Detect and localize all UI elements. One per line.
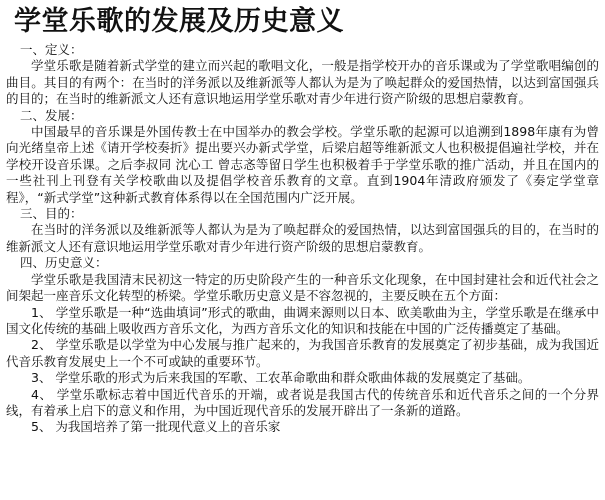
- section-historical-significance: [6, 255, 599, 435]
- list-item: 2、 学堂乐歌是以学堂为中心发展与推广起来的，为我国音乐教育的发展奠定了初步基础，成为我国近代音乐教育发展史上一个不可或缺的重要环节。: [6, 337, 599, 369]
- section-heading: 一、定义：: [20, 42, 83, 57]
- list-item: 1、 学堂乐歌是一种“选曲填词”形式的歌曲，曲调来源则以日本、欧美歌曲为主，学堂乐歌是在继承中国文化传统的基础上吸收西方音乐文化，为西方音乐文化的知识和技能在中国的广泛传播奠定了基础。: [6, 304, 599, 336]
- section-definition: [6, 42, 599, 108]
- section-paragraph: 中国最早的音乐课是外国传教士在中国举办的教会学校。学堂乐歌的起源可以追溯到1898年康有为曾向光绪皇帝上述《请开学校奏折》提出要兴办新式学堂，后梁启超等维新派文人也积极提倡遍社学校，并在学校开设音乐课。之后李叔同 沈心工 曾志忞等留日学生也积极着手于学堂乐歌的推广活动，并且在国内的一些社刊上刊登有关学校歌曲以及提倡学校音乐教育的文章。直到1904年清政府颁发了《奏定学堂章程》，“新式学堂”这种新式教育体系得以在全国范围内广泛开展。: [6, 124, 599, 205]
- section-paragraph: 学堂乐歌是随着新式学堂的建立而兴起的歌唱文化，一般是指学校开办的音乐课或为了学堂歌唱编创的曲目。其目的有两个：在当时的洋务派以及维新派等人都认为是为了唤起群众的爱国热情，以达到富国强兵的目的；在当时的维新派文人还有意识地运用学堂乐歌对青少年进行资产阶级的思想启蒙教育。: [6, 58, 599, 107]
- section-heading: 四、历史意义：: [20, 255, 108, 271]
- document-title: 学堂乐歌的发展及历史意义: [14, 6, 344, 37]
- section-paragraph: 学堂乐歌是我国清末民初这一特定的历史阶段产生的一种音乐文化现象，在中国封建社会和近代社会之间架起一座音乐文化转型的桥梁。学堂乐歌历史意义是不容忽视的，主要反映在五个方面：: [6, 271, 599, 304]
- section-heading: 二、发展：: [20, 107, 83, 123]
- section-development: [6, 108, 599, 206]
- list-item: 3、 学堂乐歌的形式为后来我国的军歌、工农革命歌曲和群众歌曲体裁的发展奠定了基础。: [31, 370, 531, 386]
- list-item: 4、 学堂乐歌标志着中国近代音乐的开端，或者说是我国古代的传统音乐和近代音乐之间的一个分界线，有着承上启下的意义和作用，为中国近现代音乐的发展开辟出了一条新的道路。: [6, 386, 599, 418]
- section-paragraph: 在当时的洋务派以及维新派等人都认为是为了唤起群众的爱国热情，以达到富国强兵的目的，在当时的维新派文人还有意识地运用学堂乐歌对青少年进行资产阶级的思想启蒙教育。: [6, 222, 599, 254]
- section-purpose: [6, 206, 599, 255]
- section-heading: 三、目的：: [20, 206, 83, 222]
- document-body: [6, 42, 599, 436]
- list-item: 5、 为我国培养了第一批现代意义上的音乐家: [31, 419, 281, 435]
